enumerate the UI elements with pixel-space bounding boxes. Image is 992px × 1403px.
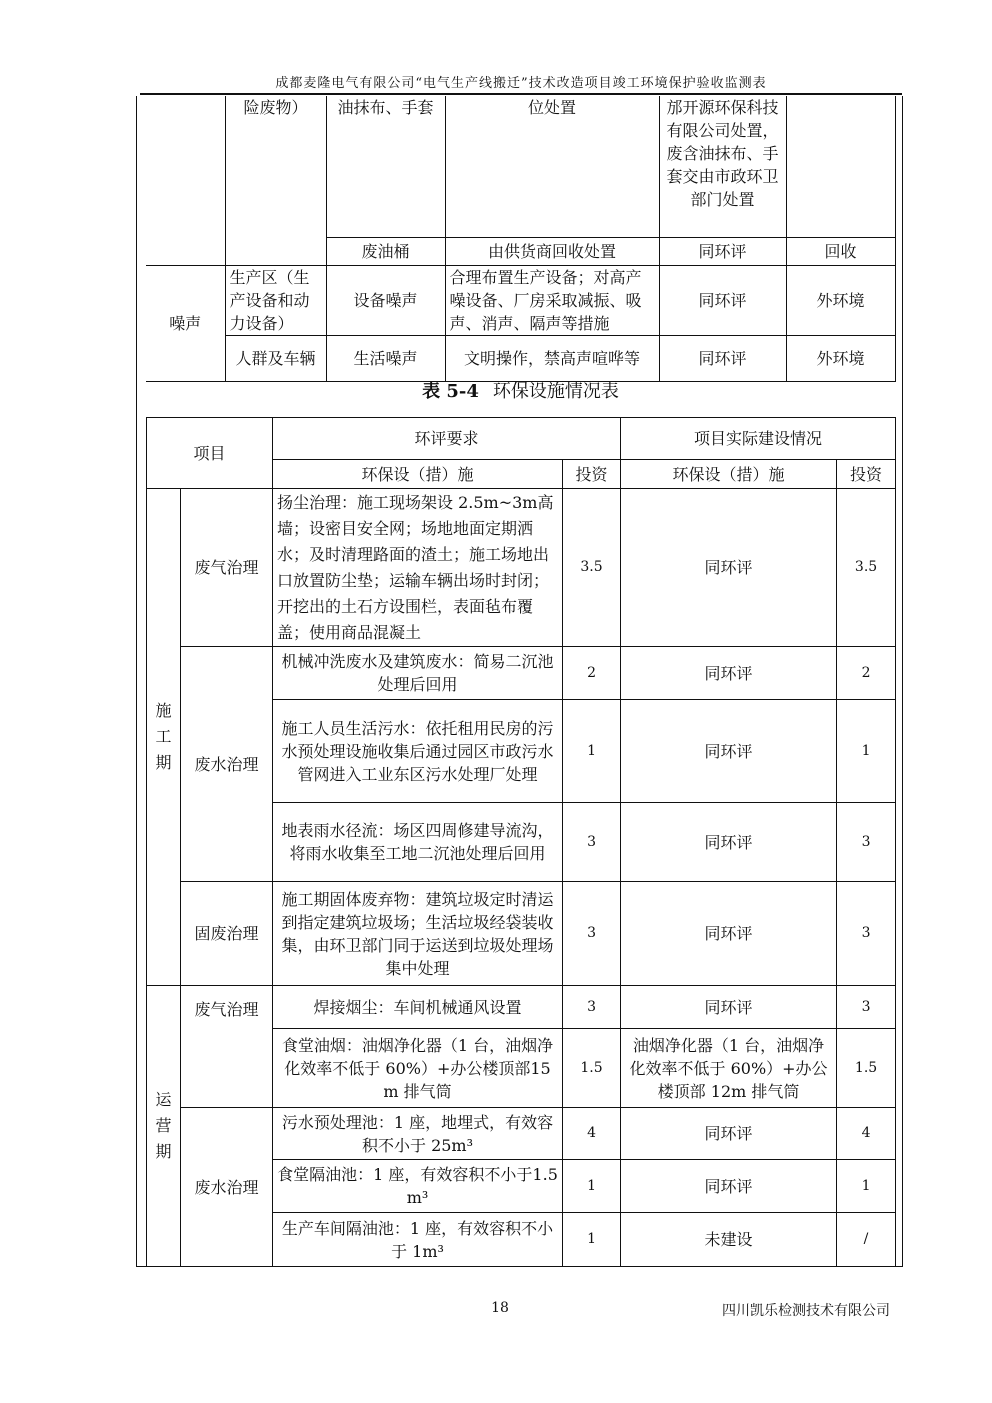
cell-fate: 外环境 [786, 265, 895, 335]
caption-text: 环保设施情况表 [492, 381, 619, 402]
category-solid: 固废治理 [181, 882, 273, 986]
cell-invest-actual: 3 [837, 803, 896, 882]
table-row [147, 986, 896, 1029]
header-invest-actual: 投资 [837, 460, 896, 489]
phase-construction: 施工期 [147, 489, 181, 986]
cell-invest: 2 [563, 647, 621, 700]
cell-invest-actual: 3 [837, 986, 896, 1029]
cell-measure: 机械冲洗废水及建筑废水：简易二沉池处理后回用 [273, 647, 563, 700]
cell-actual: 同环评 [621, 986, 837, 1029]
noise-label: 噪声 [146, 265, 225, 381]
table-row [147, 489, 896, 647]
cell-measure: 施工人员生活污水：依托租用民房的污水预处理设施收集后通过园区市政污水管网进入工业东区污水处理厂处理 [273, 700, 563, 803]
page-number: 18 [491, 1300, 509, 1316]
cell-actual: 油烟净化器（1 台，油烟净化效率不低于 60%）+办公楼顶部 12m 排气筒 [621, 1029, 837, 1108]
env-facility-table [146, 417, 896, 1267]
cell-actual: 同环评 [621, 489, 837, 647]
cell-category: 险废物） [225, 96, 326, 265]
cell-invest-actual: 1 [837, 700, 896, 803]
cell-actual: 同环评 [621, 700, 837, 803]
header-rule [140, 93, 902, 95]
cell-measure: 施工期固体废弃物：建筑垃圾定时清运到指定建筑垃圾场；生活垃圾经袋装收集，由环卫部门同于运送到垃圾处理场集中处理 [273, 882, 563, 986]
cell-invest: 1 [563, 700, 621, 803]
cell-fate: 外环境 [786, 335, 895, 381]
table-row [146, 335, 895, 381]
header-eia: 环评要求 [273, 418, 621, 460]
cell-invest-actual: 1.5 [837, 1029, 896, 1108]
cell-actual: 同环评 [621, 882, 837, 986]
cell-actual: 同环评 [621, 803, 837, 882]
blank-cell [786, 96, 895, 237]
cell-invest: 3 [563, 803, 621, 882]
header-measure: 环保设（措）施 [273, 460, 563, 489]
category-gas: 废气治理 [181, 489, 273, 647]
header-row [147, 418, 896, 460]
footer-company: 四川凯乐检测技术有限公司 [722, 1303, 890, 1319]
cell-invest-actual: 2 [837, 647, 896, 700]
cell-invest: 3.5 [563, 489, 621, 647]
table-row [146, 265, 895, 335]
cell-actual: 邡开源环保科技有限公司处置，废含油抹布、手套交由市政环卫部门处置 [659, 96, 786, 237]
cell-category: 生产区（生产设备和动力设备） [225, 265, 326, 335]
cell-measure: 扬尘治理：施工现场架设 2.5m~3m高墙；设密目安全网；场地地面定期洒水；及时清理路面的渣土；施工场地出口放置防尘垫；运输车辆出场时封闭；开挖出的土石方设围栏，表面毡布覆盖；使用商品混凝土 [273, 489, 563, 647]
cell-invest: 3 [563, 986, 621, 1029]
cell-source: 废油桶 [326, 237, 445, 265]
cell-eia: 合理布置生产设备；对高产噪设备、厂房采取减振、吸声、消声、隔声等措施 [445, 265, 659, 335]
cell-actual: 未建设 [621, 1213, 837, 1267]
cell-actual: 同环评 [659, 335, 786, 381]
table-row [147, 647, 896, 700]
cell-measure: 食堂油烟：油烟净化器（1 台，油烟净化效率不低于 60%）+办公楼顶部15m 排气筒 [273, 1029, 563, 1108]
cell-invest-actual: 1 [837, 1160, 896, 1213]
table-row [146, 96, 895, 237]
cell-actual: 同环评 [621, 1108, 837, 1160]
cell-fate: 回收 [786, 237, 895, 265]
category-water: 废水治理 [181, 647, 273, 882]
cell-invest: 4 [563, 1108, 621, 1160]
cell-invest-actual: 3 [837, 882, 896, 986]
cell-actual: 同环评 [659, 265, 786, 335]
cell-measure: 生产车间隔油池：1 座，有效容积不小于 1m³ [273, 1213, 563, 1267]
cell-invest: 1.5 [563, 1029, 621, 1108]
cell-actual: 同环评 [621, 647, 837, 700]
category-gas: 废气治理 [181, 986, 273, 1108]
cell-actual: 同环评 [659, 237, 786, 265]
blank-cell [146, 96, 225, 265]
header-item: 项目 [147, 418, 273, 489]
category-water: 废水治理 [181, 1108, 273, 1267]
header-invest: 投资 [563, 460, 621, 489]
cell-eia: 文明操作，禁高声喧哗等 [445, 335, 659, 381]
cell-measure: 食堂隔油池：1 座，有效容积不小于1.5m³ [273, 1160, 563, 1213]
page-header: 成都麦隆电气有限公司“电气生产线搬迁”技术改造项目竣工环境保护验收监测表 [275, 76, 767, 91]
cell-invest: 3 [563, 882, 621, 986]
cell-measure: 污水预处理池：1 座，地埋式，有效容积不小于 25m³ [273, 1108, 563, 1160]
cell-invest: 1 [563, 1160, 621, 1213]
cell-invest-actual: / [837, 1213, 896, 1267]
cell-source: 油抹布、手套 [326, 96, 445, 237]
cell-eia: 由供货商回收处置 [445, 237, 659, 265]
cell-source: 设备噪声 [326, 265, 445, 335]
phase-operation: 运营期 [147, 986, 181, 1267]
header-measure-actual: 环保设（措）施 [621, 460, 837, 489]
caption-number: 表 5-4 [422, 381, 479, 402]
cell-measure: 焊接烟尘：车间机械通风设置 [273, 986, 563, 1029]
table-row [147, 1108, 896, 1160]
header-actual: 项目实际建设情况 [621, 418, 896, 460]
cell-actual: 同环评 [621, 1160, 837, 1213]
cell-measure: 地表雨水径流：场区四周修建导流沟，将雨水收集至工地二沉池处理后回用 [273, 803, 563, 882]
waste-noise-table [146, 96, 896, 382]
table-caption [146, 377, 895, 407]
cell-source: 生活噪声 [326, 335, 445, 381]
cell-eia: 位处置 [445, 96, 659, 237]
cell-category: 人群及车辆 [225, 335, 326, 381]
cell-invest: 1 [563, 1213, 621, 1267]
cell-invest-actual: 3.5 [837, 489, 896, 647]
table-row [147, 882, 896, 986]
cell-invest-actual: 4 [837, 1108, 896, 1160]
